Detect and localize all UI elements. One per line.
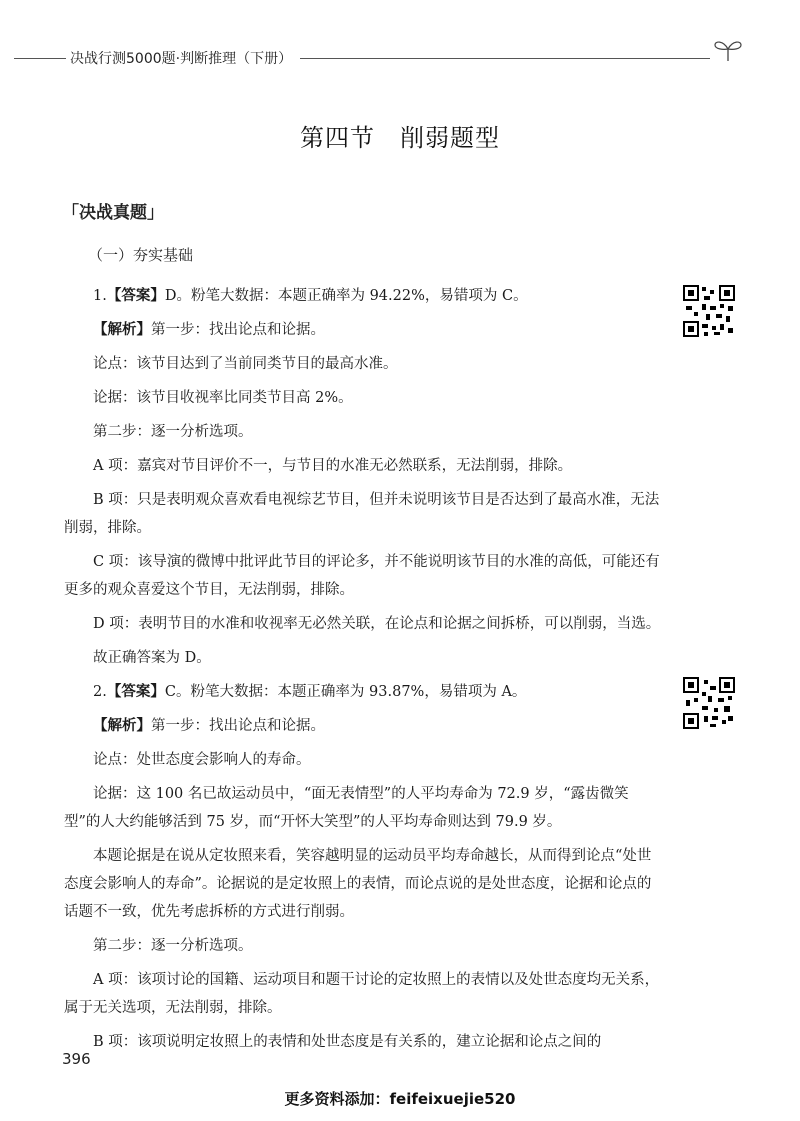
answer-label: 【答案】 (106, 684, 165, 700)
qr-code-icon (682, 284, 736, 338)
paragraph: 论据：该节目收视率比同类节目高 2%。 (93, 390, 353, 406)
answer-number: 2. (93, 684, 107, 700)
answer-number: 1. (93, 288, 107, 304)
paragraph: B 项：只是表明观众喜欢看电视综艺节目，但并未说明该节目是否达到了最高水准，无法削弱，排除。 (64, 492, 660, 536)
analysis-label: 【解析】 (93, 718, 151, 734)
footer-note: 更多资料添加：feifeixuejie520 (284, 1090, 516, 1108)
analysis-line (64, 712, 664, 740)
answer-analysis-body (64, 282, 664, 1062)
answer-line (64, 282, 664, 310)
bracket-heading: 「决战真题」 (62, 203, 164, 223)
paragraph: B 项：该项说明定妆照上的表情和处世态度是有关系的，建立论据和论点之间的 (93, 1034, 602, 1050)
section-title: 第四节 削弱题型 (300, 124, 500, 152)
paragraph: A 项：嘉宾对节目评价不一，与节目的水准无必然联系，无法削弱，排除。 (93, 458, 573, 474)
analysis-label: 【解析】 (93, 322, 151, 338)
running-header-title: 决战行测5000题·判断推理（下册） (70, 51, 293, 67)
paragraph: A 项：该项讨论的国籍、运动项目和题干讨论的定妆照上的表情以及处世态度均无关系，属于无关选项，无法削弱，排除。 (64, 972, 660, 1016)
answer-line (64, 678, 664, 706)
paragraph: 论点：该节目达到了当前同类节目的最高水准。 (93, 356, 398, 372)
qr-code-icon (682, 676, 736, 730)
header-rule-left (14, 58, 66, 59)
paragraph: 论据：这 100 名已故运动员中，“面无表情型”的人平均寿命为 72.9 岁，“露齿微笑型”的人大约能够活到 75 岁，而“开怀大笑型”的人平均寿命则达到 79.9 岁。 (64, 786, 629, 830)
paragraph: 故正确答案为 D。 (93, 650, 211, 666)
answer-text: C。粉笔大数据：本题正确率为 93.87%，易错项为 A。 (164, 684, 527, 700)
paragraph: 本题论据是在说从定妆照来看，笑容越明显的运动员平均寿命越长，从而得到论点“处世态度会影响人的寿命”。论据说的是定妆照上的表情，而论点说的是处世态度，论据和论点的话题不一致，优先考虑拆桥的方式进行削弱。 (64, 848, 652, 920)
sprout-icon (712, 36, 744, 62)
answer-label: 【答案】 (106, 288, 165, 304)
analysis-text: 第一步：找出论点和论据。 (151, 322, 325, 338)
analysis-text: 第一步：找出论点和论据。 (151, 718, 325, 734)
paragraph: 论点：处世态度会影响人的寿命。 (93, 752, 311, 768)
page-number: 396 (62, 1050, 91, 1068)
paragraph: 第二步：逐一分析选项。 (93, 424, 253, 440)
sub-heading: （一）夯实基础 (88, 246, 194, 264)
answer-text: D。粉笔大数据：本题正确率为 94.22%，易错项为 C。 (164, 288, 528, 304)
paragraph: D 项：表明节目的水准和收视率无必然关联，在论点和论据之间拆桥，可以削弱，当选。 (93, 616, 661, 632)
analysis-line (64, 316, 664, 344)
paragraph: C 项：该导演的微博中批评此节目的评论多，并不能说明该节目的水准的高低，可能还有更多的观众喜爱这个节目，无法削弱，排除。 (64, 554, 660, 598)
paragraph: 第二步：逐一分析选项。 (93, 938, 253, 954)
header-rule-right (300, 58, 710, 59)
